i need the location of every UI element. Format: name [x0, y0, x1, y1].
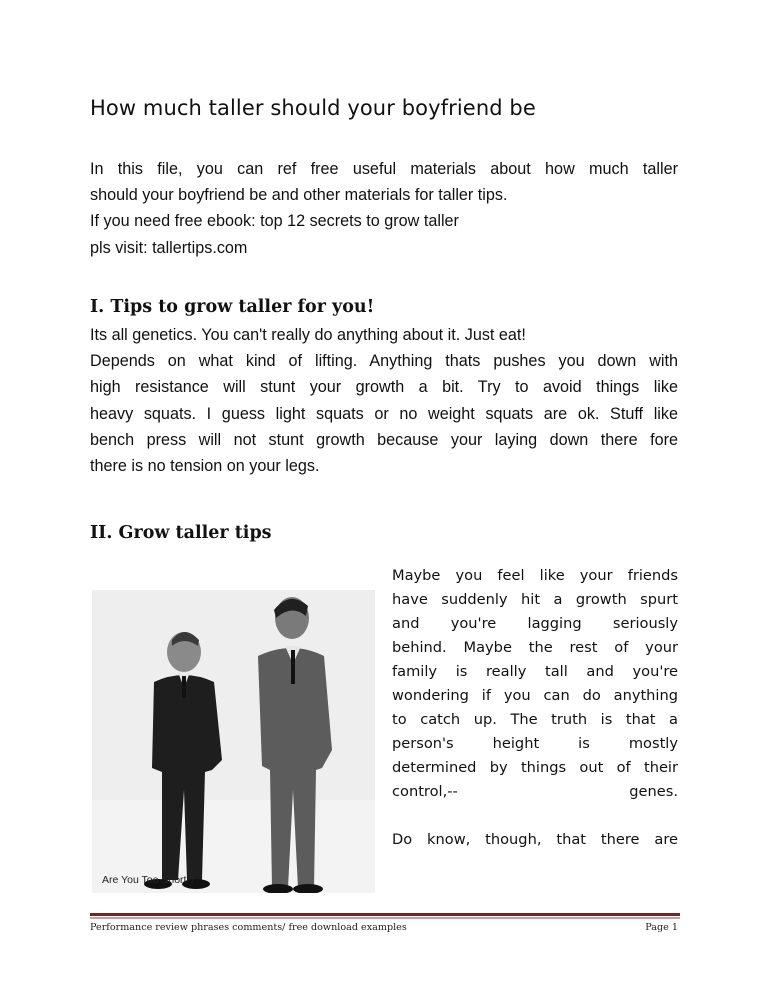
- photo-caption: Are You Too Short ?: [102, 874, 196, 886]
- footer-rule-accent: [90, 917, 680, 919]
- column-line: Maybe you feel like your friends: [392, 567, 678, 584]
- footer-rule: [90, 913, 680, 916]
- column-line: and you're lagging seriously: [392, 615, 678, 632]
- column-line: to catch up. The truth is that a: [392, 711, 678, 728]
- intro-line: If you need free ebook: top 12 secrets to grow taller: [90, 212, 459, 231]
- page-title: How much taller should your boyfriend be: [90, 96, 536, 120]
- paragraph-line: there is no tension on your legs.: [90, 457, 320, 476]
- footer-text: Performance review phrases comments/ free download examples: [90, 922, 407, 933]
- column-line: person's height is mostly: [392, 735, 678, 752]
- intro-link-line: pls visit: tallertips.com: [90, 238, 248, 257]
- intro-line: In this file, you can ref free useful materials about how much taller: [90, 160, 678, 178]
- column-line: control,-- genes.: [392, 783, 678, 800]
- section1-paragraph: [90, 322, 678, 479]
- paragraph-line: high resistance will stunt your growth a bit. Try to avoid things like: [90, 378, 678, 397]
- paragraph-line: Depends on what kind of lifting. Anything thats pushes you down with: [90, 352, 678, 371]
- photo-illustration: [92, 590, 375, 893]
- intro-paragraph: [90, 156, 678, 261]
- column-line: behind. Maybe the rest of your: [392, 639, 678, 656]
- column-line: wondering if you can do anything: [392, 687, 678, 704]
- paragraph-gap: [392, 804, 678, 828]
- column-line: have suddenly hit a growth spurt: [392, 591, 678, 608]
- photo-two-men-in-suits: [92, 590, 375, 893]
- page-number: Page 1: [645, 922, 678, 933]
- paragraph-line: bench press will not stunt growth because your laying down there fore: [90, 430, 678, 449]
- column-line: family is really tall and you're: [392, 663, 678, 680]
- paragraph-line: heavy squats. I guess light squats or no weight squats are ok. Stuff like: [90, 404, 678, 423]
- section-heading-tips: I. Tips to grow taller for you!: [90, 297, 375, 317]
- section-heading-grow-taller: II. Grow taller tips: [90, 523, 272, 543]
- column-line: determined by things out of their: [392, 759, 678, 776]
- paragraph-line: Its all genetics. You can't really do anything about it. Just eat!: [90, 326, 526, 344]
- column-line: Do know, though, that there are: [392, 831, 678, 848]
- section2-column-text: [392, 564, 678, 852]
- intro-line: should your boyfriend be and other materials for taller tips.: [90, 186, 508, 205]
